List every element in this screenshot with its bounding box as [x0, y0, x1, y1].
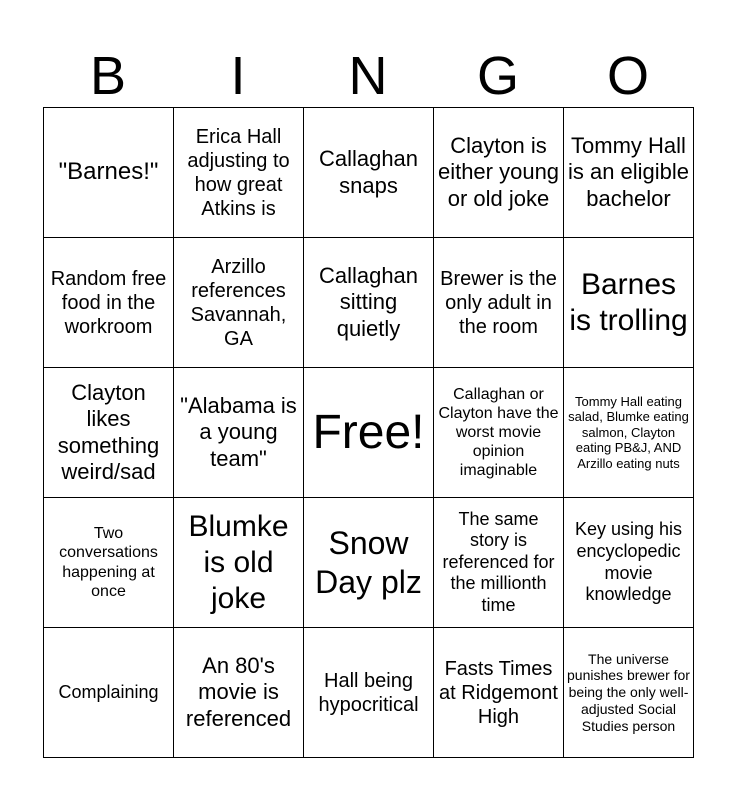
bingo-cell: The same story is referenced for the millionth time [434, 498, 564, 628]
bingo-cell: Random free food in the workroom [44, 238, 174, 368]
bingo-header [43, 46, 693, 106]
bingo-cell: Callaghan sitting quietly [304, 238, 434, 368]
bingo-cell: Key using his encyclopedic movie knowledge [564, 498, 694, 628]
bingo-cell: Callaghan or Clayton have the worst movie opinion imaginable [434, 368, 564, 498]
bingo-cell: Brewer is the only adult in the room [434, 238, 564, 368]
header-letter-g: G [476, 46, 519, 106]
bingo-cell: An 80's movie is referenced [174, 628, 304, 758]
bingo-cell: Complaining [44, 628, 174, 758]
bingo-cell: Arzillo references Savannah, GA [174, 238, 304, 368]
bingo-cell: Two conversations happening at once [44, 498, 174, 628]
board-row-2 [44, 238, 694, 368]
bingo-cell: Fasts Times at Ridgemont High [434, 628, 564, 758]
bingo-cell: Clayton likes something weird/sad [44, 368, 174, 498]
header-letter-i: I [230, 46, 246, 106]
board-row-1 [44, 108, 694, 238]
free-space: Free! [304, 368, 434, 498]
bingo-cell: Tommy Hall is an eligible bachelor [564, 108, 694, 238]
bingo-cell: Tommy Hall eating salad, Blumke eating salmon, Clayton eating PB&J, AND Arzillo eating nuts [564, 368, 694, 498]
bingo-cell: Snow Day plz [304, 498, 434, 628]
bingo-board [43, 107, 694, 758]
bingo-cell: Barnes is trolling [564, 238, 694, 368]
bingo-cell: Blumke is old joke [174, 498, 304, 628]
board-row-4 [44, 498, 694, 628]
bingo-cell: "Alabama is a young team" [174, 368, 304, 498]
bingo-cell: Hall being hypocritical [304, 628, 434, 758]
header-letter-b: B [89, 46, 127, 106]
header-letter-o: O [606, 46, 649, 106]
bingo-cell: The universe punishes brewer for being the only well-adjusted Social Studies person [564, 628, 694, 758]
bingo-cell: Callaghan snaps [304, 108, 434, 238]
header-letter-n: N [348, 46, 388, 106]
bingo-cell: Clayton is either young or old joke [434, 108, 564, 238]
board-row-5 [44, 628, 694, 758]
bingo-cell: Erica Hall adjusting to how great Atkins is [174, 108, 304, 238]
bingo-cell: "Barnes!" [44, 108, 174, 238]
board-row-3 [44, 368, 694, 498]
